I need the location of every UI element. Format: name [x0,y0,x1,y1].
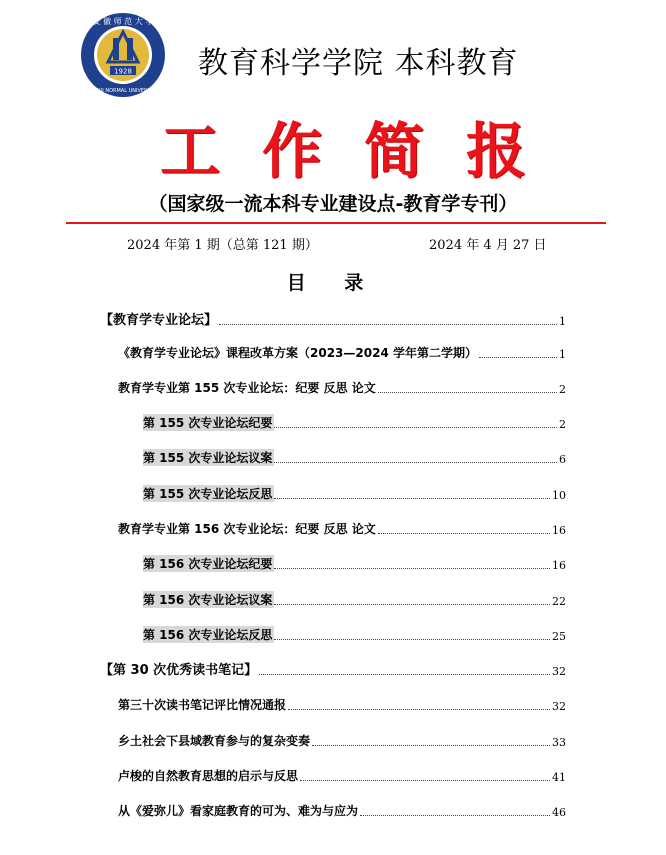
toc-entry[interactable] [143,486,566,502]
toc-entry[interactable] [118,380,566,396]
org-title: 教育科学学院 本科教育 [198,46,519,81]
toc-leader-dots [219,324,557,325]
toc-entry-title: 第 155 次专业论坛议案 [143,451,273,465]
toc-entry-title: 第 156 次专业论坛纪要 [143,557,273,571]
toc-entry-page: 1 [559,315,566,328]
toc-entry-title: 第三十次读书笔记评比情况通报 [118,698,287,712]
toc-entry[interactable] [118,768,566,784]
toc-entry-page: 32 [552,665,566,678]
toc-entry[interactable] [118,733,566,749]
toc-leader-dots [378,533,550,534]
svg-text:安 徽 师 范 大 学: 安 徽 师 范 大 学 [92,17,154,26]
toc-leader-dots [274,568,550,569]
bulletin-subtitle: （国家级一流本科专业建设点-教育学专刊） [148,193,518,215]
toc-entry-title: 教育学专业第 155 次专业论坛：纪要 反思 论文 [118,381,376,395]
svg-text:1928: 1928 [114,67,132,76]
toc-entry[interactable] [100,312,566,328]
toc-entry[interactable] [100,662,566,678]
toc-leader-dots [288,709,550,710]
toc-entry[interactable] [143,556,566,572]
toc-leader-dots [300,780,550,781]
toc-leader-dots [312,745,550,746]
issue-date: 2024 年 4 月 27 日 [429,238,547,253]
toc-leader-dots [274,427,557,428]
toc-entry[interactable] [143,627,566,643]
toc-entry-title: 第 156 次专业论坛议案 [143,593,273,607]
toc-entry[interactable] [118,345,566,361]
toc-entry[interactable] [143,450,566,466]
toc-leader-dots [259,674,550,675]
toc-entry-page: 10 [552,489,566,502]
bulletin-title: 工作简报 [160,117,568,187]
toc-entry[interactable] [118,697,566,713]
toc-entry-page: 33 [552,736,566,749]
toc-entry-page: 46 [552,806,566,819]
toc-entry-page: 32 [552,700,566,713]
toc-entry-page: 2 [559,418,566,431]
red-divider [66,222,606,224]
toc-entry[interactable] [118,803,566,819]
toc-entry-title: 卢梭的自然教育思想的启示与反思 [118,769,299,783]
svg-text:ANHUI NORMAL UNIVERSITY: ANHUI NORMAL UNIVERSITY [87,88,159,94]
toc-entry-page: 25 [552,630,566,643]
toc-entry-title: 教育学专业第 156 次专业论坛：纪要 反思 论文 [118,522,376,536]
toc-entry-title: 《教育学专业论坛》课程改革方案（2023—2024 学年第二学期） [118,346,477,360]
toc-heading: 目 录 [286,272,380,294]
toc-entry-title: 第 155 次专业论坛反思 [143,487,273,501]
toc-entry-page: 16 [552,559,566,572]
issue-number: 2024 年第 1 期（总第 121 期） [127,238,318,253]
toc-entry-page: 6 [559,453,566,466]
toc-entry-title: 乡土社会下县域教育参与的复杂变奏 [118,734,311,748]
toc-leader-dots [274,604,550,605]
toc-entry-title: 第 155 次专业论坛纪要 [143,416,273,430]
toc-entry-title: 【第 30 次优秀读书笔记】 [100,663,258,678]
toc-entry-title: 【教育学专业论坛】 [100,313,218,328]
toc-entry[interactable] [143,592,566,608]
toc-entry-page: 16 [552,524,566,537]
toc-entry-page: 22 [552,595,566,608]
toc-entry[interactable] [118,521,566,537]
toc-entry[interactable] [143,415,566,431]
toc-entry-page: 2 [559,383,566,396]
toc-leader-dots [274,498,550,499]
toc-leader-dots [479,357,557,358]
university-logo [80,12,166,98]
toc-entry-page: 41 [552,771,566,784]
toc-leader-dots [360,815,550,816]
toc-leader-dots [378,392,557,393]
toc-entry-title: 第 156 次专业论坛反思 [143,628,273,642]
toc-leader-dots [274,639,550,640]
toc-entry-page: 1 [559,348,566,361]
toc-entry-title: 从《爱弥儿》看家庭教育的可为、难为与应为 [118,804,359,818]
toc-leader-dots [274,462,557,463]
